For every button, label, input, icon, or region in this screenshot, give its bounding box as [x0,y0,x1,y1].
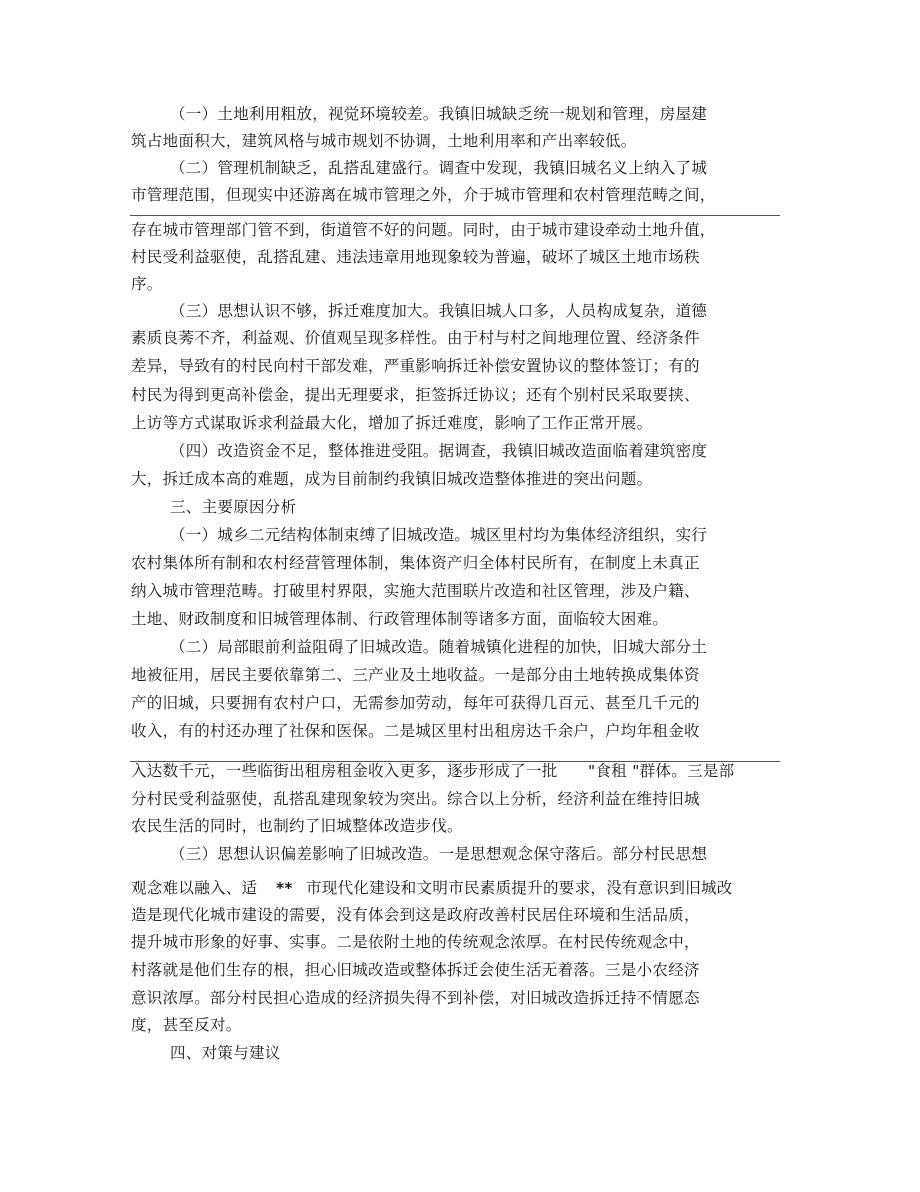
text-line: （二）管理机制缺乏，乱搭乱建盛行。调查中发现，我镇旧城名义上纳入了城 [170,159,708,177]
text-line: 度，甚至反对。 [131,1016,242,1034]
text-line: （三）思想认识偏差影响了旧城改造。一是思想观念保守落后。部分村民思想 [170,845,708,863]
text-line: 农民生活的同时，也制约了旧城整体改造步伐。 [131,817,463,835]
text-line: 农村集体所有制和农村经营管理体制，集体资产归全体村民所有，在制度上未真正 [131,554,700,572]
text-line-continuation: 市现代化建设和文明市民素质提升的要求，没有意识到旧城改 [306,879,733,897]
text-line: 土地、财政制度和旧城管理体制、行政管理体制等诸多方面，面临较大困难。 [131,610,669,628]
section-heading: 三、主要原因分析 [170,498,297,516]
text-line: 市管理范围，但现实中还游离在城市管理之外，介于城市管理和农村管理范畴之间， [131,186,716,204]
text-line: （二）局部眼前利益阻碍了旧城改造。随着城镇化进程的加快，旧城大部分土 [170,638,708,656]
text-line: 筑占地面积大，建筑风格与城市规划不协调，土地利用率和产出率较低。 [131,132,637,150]
text-line: 产的旧城，只要拥有农村户口，无需参加劳动，每年可获得几百元、甚至几千元的 [131,694,700,712]
text-line: 上访等方式谋取诉求利益最大化，增加了拆迁难度，影响了工作正常开展。 [131,414,653,432]
text-line: 差异，导致有的村民向村干部发难，严重影响拆迁补偿安置协议的整体签订；有的 [131,357,700,375]
horizontal-rule-top [130,215,780,216]
text-line: 地被征用，居民主要依靠第二、三产业及土地收益。一是部分由土地转换成集体资 [131,666,700,684]
text-line-continuation: "食租 "群体。三是部 [588,762,735,780]
text-line: 素质良莠不齐，利益观、价值观呈现多样性。由于村与村之间地理位置、经济条件 [131,329,700,347]
text-line: 收入，有的村还办理了社保和医保。二是城区里村出租房达千余户，户均年租金收 [131,722,700,740]
text-line: 纳入城市管理范畴。打破里村界限，实施大范围联片改造和社区管理，涉及户籍、 [131,582,700,600]
text-line: （一）城乡二元结构体制束缚了旧城改造。城区里村均为集体经济组织，实行 [170,526,708,544]
text-line: 提升城市形象的好事、实事。二是依附土地的传统观念浓厚。在村民传统观念中， [131,933,700,951]
text-line: 序。 [131,275,163,293]
ocr-artifact-mark: ** [276,879,293,897]
text-line: 村落就是他们生存的根，担心旧城改造或整体拆迁会使生活无着落。三是小农经济 [131,961,700,979]
text-line: 观念难以融入、适 [131,879,258,897]
text-line: 存在城市管理部门管不到，街道管不好的问题。同时，由于城市建设牵动土地升值， [131,221,716,239]
text-line: （一）土地利用粗放，视觉环境较差。我镇旧城缺乏统一规划和管理，房屋建 [170,105,708,123]
text-line: 入达数千元，一些临街出租房租金收入更多，逐步形成了一批 [131,762,558,780]
text-line: 造是现代化城市建设的需要，没有体会到这是政府改善村民居住环境和生活品质， [131,906,700,924]
text-line: （三）思想认识不够，拆迁难度加大。我镇旧城人口多，人员构成复杂，道德 [170,302,708,320]
text-line: （四）改造资金不足，整体推进受阻。据调查，我镇旧城改造面临着建筑密度 [170,442,708,460]
text-line: 大，拆迁成本高的难题，成为目前制约我镇旧城改造整体推进的突出问题。 [131,470,653,488]
text-line: 村民受利益驱使，乱搭乱建、违法违章用地现象较为普遍，破坏了城区土地市场秩 [131,248,700,266]
section-heading: 四、对策与建议 [170,1044,281,1062]
text-line: 分村民受利益驱使，乱搭乱建现象较为突出。综合以上分析，经济利益在维持旧城 [131,790,700,808]
text-line: 意识浓厚。部分村民担心造成的经济损失得不到补偿，对旧城改造拆迁持不情愿态 [131,989,700,1007]
text-line: 村民为得到更高补偿金，提出无理要求，拒签拆迁协议；还有个别村民采取要挟、 [131,386,700,404]
